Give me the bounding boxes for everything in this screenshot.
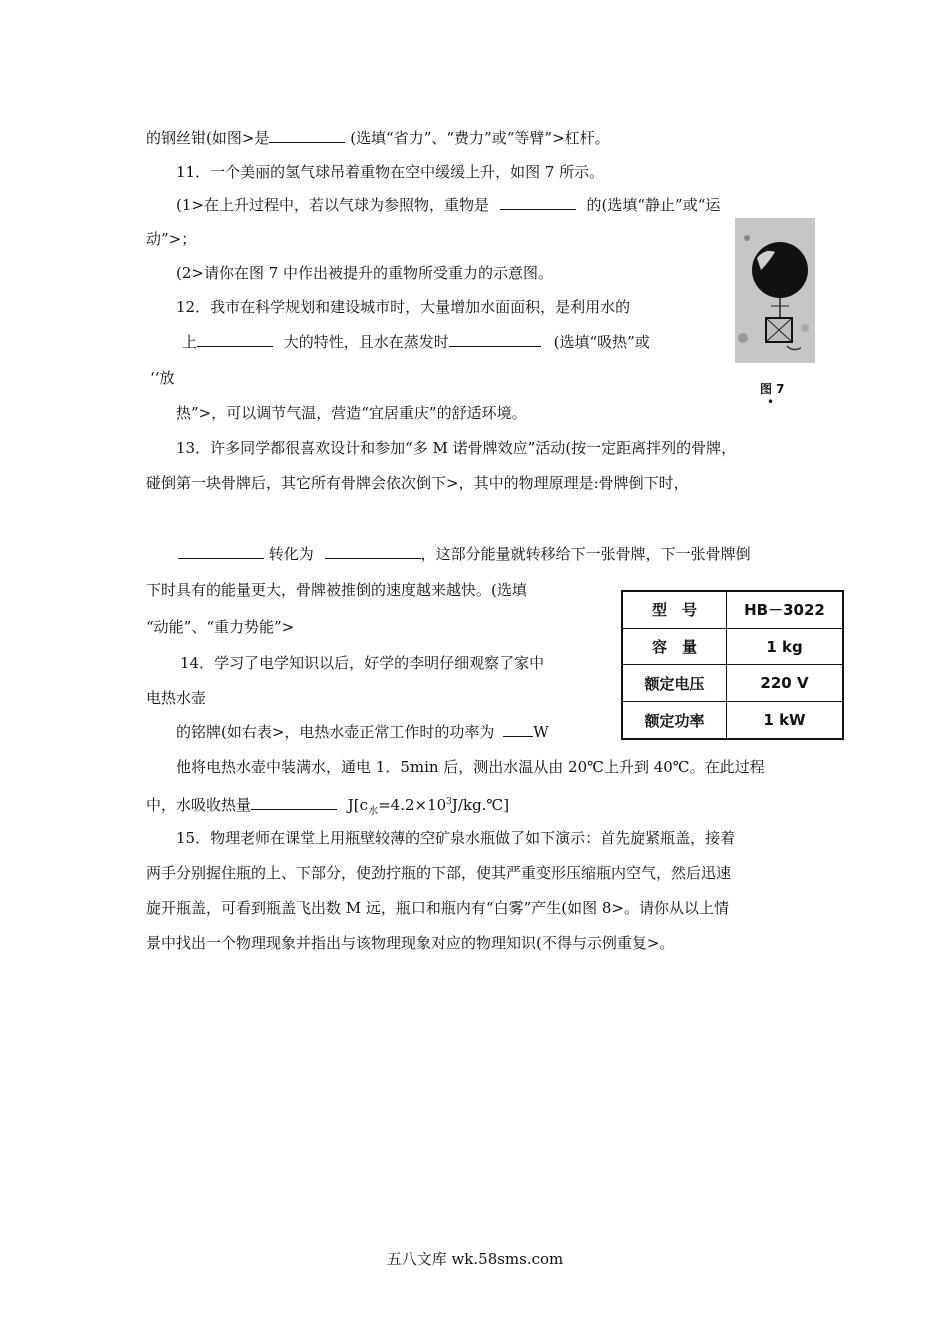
q15-title: 15．物理老师在课堂上用瓶壁较薄的空矿泉水瓶做了如下演示：首先旋紧瓶盖，接着 <box>176 829 736 847</box>
table-row <box>622 591 843 628</box>
q11-title: 11．一个美丽的氢气球吊着重物在空中缓缓上升，如图 7 所示。 <box>176 163 605 181</box>
answer-blank <box>178 544 264 559</box>
kettle-nameplate-table <box>621 590 844 740</box>
q15-line4: 景中找出一个物理现象并指出与该物理现象对应的物理知识(不得与示例重复>。 <box>146 934 675 952</box>
table-cell-key: 型 号 <box>622 591 727 628</box>
figure-7-balloon-photo <box>735 218 815 363</box>
q13-line4: 下时具有的能量更大，骨牌被推倒的速度越来越快。(选填 <box>146 581 527 599</box>
answer-blank <box>500 195 576 210</box>
table-cell-key: 额定功率 <box>622 702 727 739</box>
q13-line5: “动能”、“重力势能”> <box>146 618 295 636</box>
table-row <box>622 628 843 665</box>
q12-line2: 上 大的特性，且水在蒸发时 (选填“吸热”或 <box>182 333 650 351</box>
q13-line2: 碰倒第一块骨牌后，其它所有骨牌会依次倒下>，其中的物理原理是:骨牌倒下时， <box>146 474 689 492</box>
table-row <box>622 702 843 739</box>
q14-title: 14．学习了电学知识以后，好学的李明仔细观察了家中 <box>180 654 545 672</box>
q12-line3: ‘‘放 <box>150 369 175 387</box>
answer-blank <box>269 128 345 143</box>
q12-line4: 热”>，可以调节气温，营造“宜居重庆”的舒适环境。 <box>176 404 527 422</box>
q14-line2: 电热水壶 <box>146 689 207 707</box>
table-cell-key: 额定电压 <box>622 665 727 702</box>
q15-line3: 旋开瓶盖，可看到瓶盖飞出数 M 远，瓶口和瓶内有“白雾”产生(如图 8>。请你从以上情 <box>146 899 729 917</box>
q12-title: 12．我市在科学规划和建设城市时，大量增加水面面积，是利用水的 <box>176 298 631 316</box>
table-cell-key: 容 量 <box>622 628 727 665</box>
answer-blank <box>197 332 273 347</box>
figure-7-caption: 图 7 <box>760 382 785 396</box>
table-cell-value: 1 kW <box>727 702 844 739</box>
q11-part1-cont: 动”>； <box>146 230 197 248</box>
q14-line3: 的铭牌(如右表>，电热水壶正常工作时的功率为 W <box>176 723 549 741</box>
figure-7-dot: • <box>767 395 775 409</box>
q14-line4: 他将电热水壶中装满水，通电 1．5min 后，测出水温从由 20℃上升到 40℃。在此过程 <box>176 758 765 776</box>
q13-line3: 转化为 ，这部分能量就转移给下一张骨牌，下一张骨牌倒 <box>178 544 751 564</box>
table-cell-value: 220 V <box>727 665 844 702</box>
table-cell-value: 1 kg <box>727 628 844 665</box>
answer-blank <box>251 795 337 810</box>
answer-blank <box>503 722 533 737</box>
page-footer: 五八文库 wk.58sms.com <box>386 1250 564 1268</box>
table-row <box>622 665 843 702</box>
answer-blank <box>449 332 541 347</box>
table-cell-value: HB－3022 <box>727 591 844 628</box>
line-01: 的钢丝钳(如图>是 (选填“省力”、“费力”或“等臂”>杠杆。 <box>146 129 610 147</box>
q11-part1: (1>在上升过程中，若以气球为参照物，重物是 的(选填“静止”或“运 <box>176 196 721 214</box>
q13-title: 13．许多同学都很喜欢设计和参加“多 M 诺骨牌效应”活动(按一定距离拌列的骨牌， <box>176 439 737 457</box>
answer-blank <box>325 544 421 559</box>
q15-line2: 两手分别握住瓶的上、下部分，使劲拧瓶的下部，使其严重变形压缩瓶内空气，然后迅速 <box>146 864 732 882</box>
q11-part2: (2>请你在图 7 中作出被提升的重物所受重力的示意图。 <box>176 264 554 282</box>
q14-line5: 中，水吸收热量 $J[c_水=4.2\times 10^3J/kg.℃]$ <box>146 796 510 817</box>
